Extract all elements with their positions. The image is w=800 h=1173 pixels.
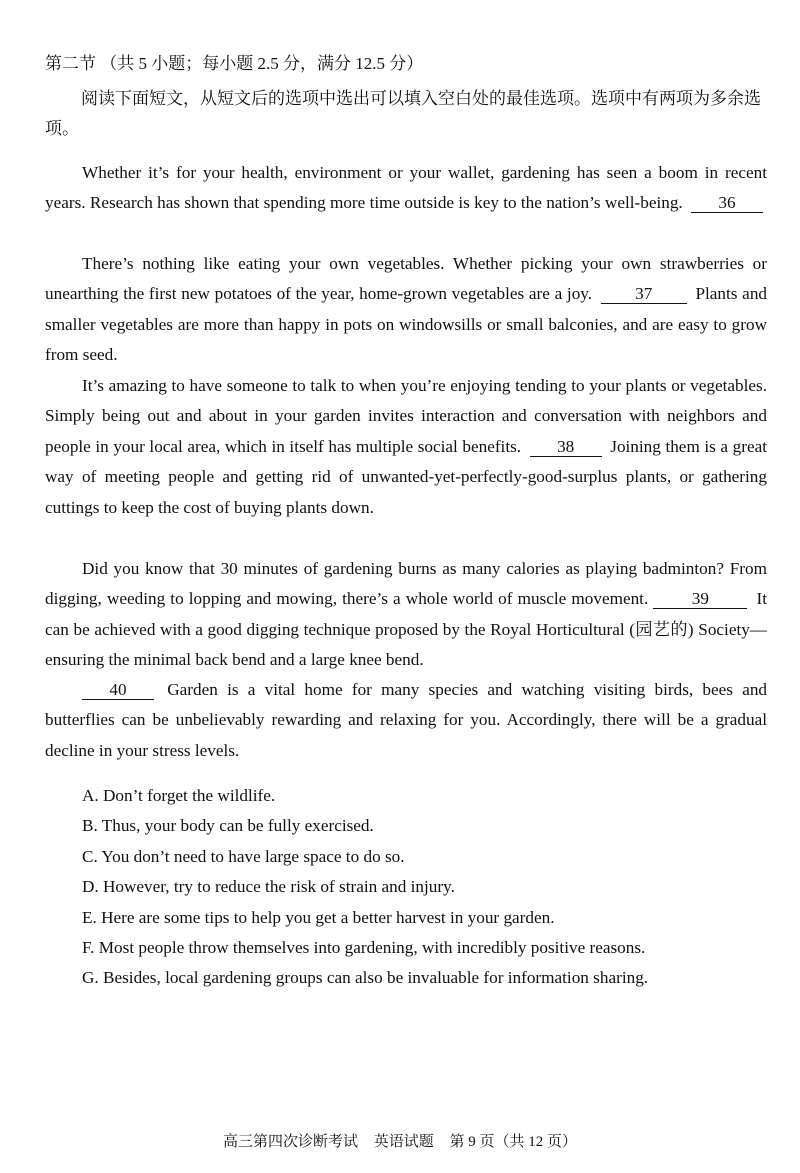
paragraph-2: There’s nothing like eating your own vegetables. Whether picking your own strawberries or unearthing the first new potatoes of the year, home-grown vegetables are a joy. 37 Plants and smaller vegetables are more than happy in pots on windowsills or small balconies, and are easy to grow from seed. — [45, 254, 768, 365]
footer-exam: 高三第四次诊断考试 — [222, 1134, 358, 1150]
blank-40[interactable]: 40 — [82, 681, 154, 700]
blank-39[interactable]: 39 — [653, 590, 747, 609]
option-b: B. Thus, your body can be fully exercised. — [82, 816, 374, 836]
paragraph-5: 40 Garden is a vital home for many species and watching visiting birds, bees and butterflies can be unbelievably rewarding and relaxing for you. Accordingly, there will be a gradual decline in your stress levels. — [45, 680, 768, 760]
section-title: 第二节 （共 5 小题；每小题 2.5 分，满分 12.5 分） — [45, 54, 424, 73]
blank-36[interactable]: 36 — [691, 194, 763, 213]
option-c: C. You don’t need to have large space to do so. — [82, 846, 405, 866]
instruction-text: 阅读下面短文，从短文后的选项中选出可以填入空白处的最佳选项。选项中有两项为多余选项。 — [45, 89, 761, 138]
option-a: A. Don’t forget the wildlife. — [82, 786, 276, 805]
options-list — [82, 781, 648, 994]
blank-37[interactable]: 37 — [601, 285, 687, 304]
footer-subject: 英语试题 — [373, 1134, 434, 1150]
blank-38[interactable]: 38 — [530, 438, 602, 457]
option-d: D. However, try to reduce the risk of strain and injury. — [82, 877, 455, 897]
paragraph-3: It’s amazing to have someone to talk to when you’re enjoying tending to your plants or vegetables. Simply being out and about in your garden invites interaction and conversation with neighbors and people in your local area, which in itself has multiple social benefits. 38 Joining them is a great way of meeting people and getting rid of unwanted-yet-perfectly-good-surplus plants, or gathering cuttings to keep the cost of buying plants down. — [45, 376, 767, 517]
page-footer — [0, 1130, 800, 1151]
option-f: F. Most people throw themselves into gardening, with incredibly positive reasons. — [82, 937, 646, 957]
footer-page-number: 第 9 页（共 12 页） — [449, 1134, 578, 1150]
paragraph-1: Whether it’s for your health, environment or your wallet, gardening has seen a boom in recent years. Research has shown that spending more time outside is key to the nation’s well-being. 36 — [45, 163, 767, 213]
option-e: E. Here are some tips to help you get a better harvest in your garden. — [82, 907, 555, 927]
paragraph-4: Did you know that 30 minutes of gardening burns as many calories as playing badminton? From digging, weeding to lopping and mowing, there’s a whole world of muscle movement. 39 It can be achieved with a good digging technique proposed by the Royal Horticultural (园艺的) Society—ensuring the minimal back bend and a large knee bend. — [45, 559, 767, 670]
option-g: G. Besides, local gardening groups can also be invaluable for information sharing. — [82, 968, 649, 988]
